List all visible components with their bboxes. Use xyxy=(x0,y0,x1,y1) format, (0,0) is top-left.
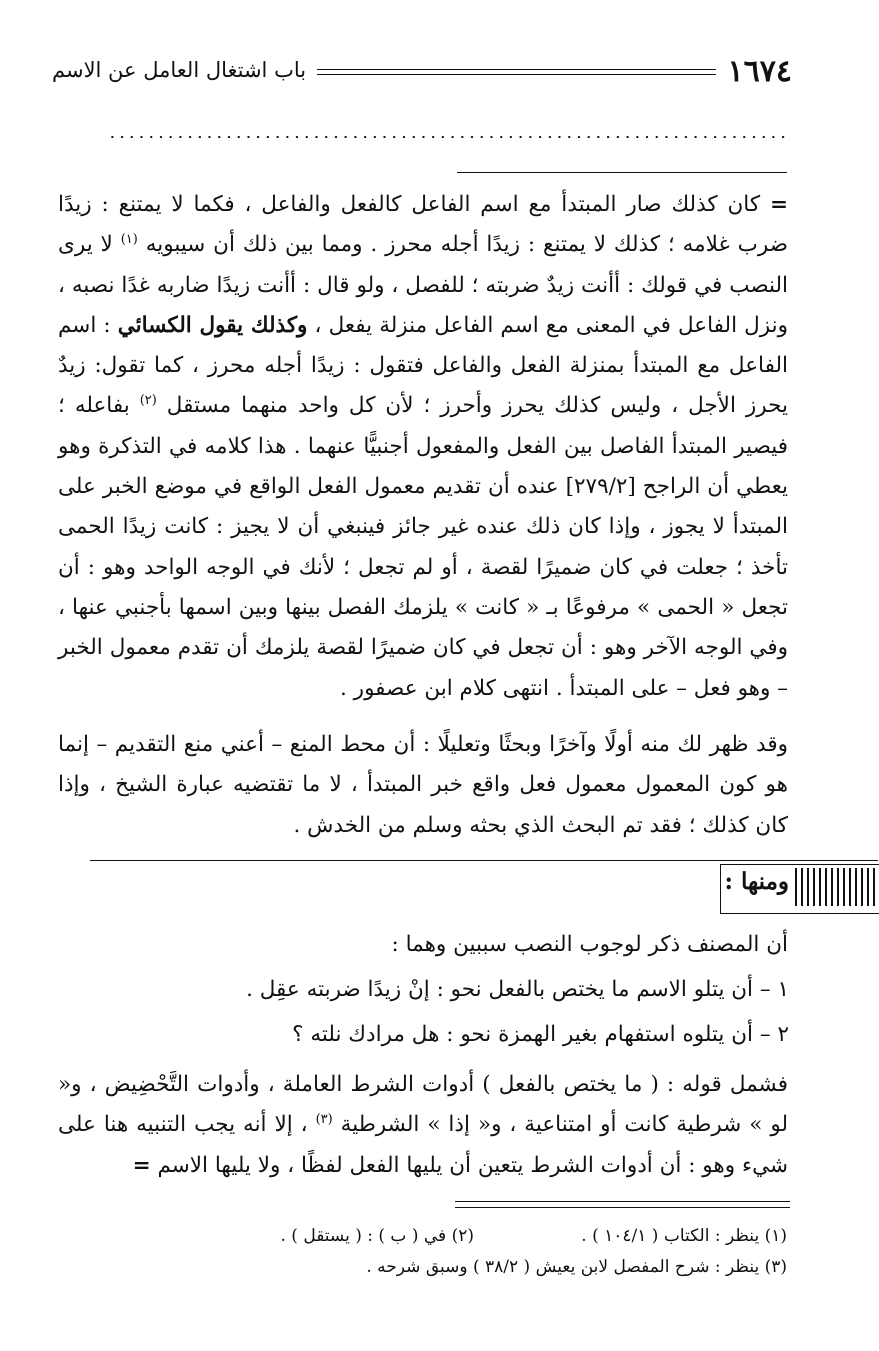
footnote-ref-1: (١) xyxy=(120,232,138,248)
paragraph-3: أن المصنف ذكر لوجوب النصب سببين وهما : xyxy=(391,932,788,957)
footnote-1: (١) ينظر : الكتاب ( ١٠٤/١ ) . xyxy=(581,1226,787,1246)
section-ornament xyxy=(795,868,877,906)
footnote-rule xyxy=(455,1201,790,1202)
paragraph-1-text-b: لا يرى النصب في قولك : أأنت زيدٌ ضربته ؛ للفصل ، ولو قال : أأنت زيدًا ضاربه غدًا نصبه ، ونزل الفاعل في المعنى مع اسم الفاعل منزلة يفعل ، xyxy=(58,232,789,338)
header-rule xyxy=(317,69,716,70)
paragraph-4-text-b: ، إلا أنه يجب التنبيه هنا على شيء وهو : أن أدوات الشرط يتعين أن يليها الفعل لفظًا ، ولا يليها الاسم xyxy=(58,1112,788,1178)
list-item-2: ٢ – أن يتلوه استفهام بغير الهمزة نحو : هل مرادك نلته ؟ xyxy=(292,1022,789,1047)
footnote-3: (٣) ينظر : شرح المفصل لابن يعيش ( ٣٨/٢ ) وسبق شرحه . xyxy=(366,1257,787,1277)
page-number: ١٦٧٤ xyxy=(727,54,792,89)
continuation-mark-start: = xyxy=(769,192,788,217)
footnote-ref-2: (٢) xyxy=(139,393,157,409)
footnote-2: (٢) في ( ب ) : ( يستقل ) . xyxy=(280,1226,474,1246)
paragraph-4-text-a: فشمل قوله : ( ما يختص بالفعل ) أدوات الشرط العاملة ، وأدوات التَّحْضِيض ، و« لو » شرطية كانت أو امتناعية ، و« إذا » الشرطية xyxy=(58,1072,788,1138)
continuation-mark-end: = xyxy=(132,1152,151,1178)
running-title: باب اشتغال العامل عن الاسم xyxy=(52,58,307,82)
paragraph-1 xyxy=(58,185,788,709)
dotted-separator: ...................................................................... xyxy=(109,122,790,138)
page-header xyxy=(52,48,792,98)
footnote-rule-lower xyxy=(455,1207,790,1208)
paragraph-1-text-a: كان كذلك صار المبتدأ مع اسم الفاعل كالفعل والفاعل ، فكما لا يمتنع : زيدًا ضرب غلامه ؛ كذلك لا يمتنع : زيدًا أجله محرز . ومما بين ذلك أن سيبويه xyxy=(58,192,788,258)
section-heading: ومنها : xyxy=(724,868,789,895)
text-top-rule xyxy=(457,172,787,173)
header-rule-lower xyxy=(317,74,716,75)
list-item-1: ١ – أن يتلو الاسم ما يختص بالفعل نحو : إنْ زيدًا ضربته عقِل . xyxy=(246,977,789,1002)
section-top-rule xyxy=(90,860,878,861)
paragraph-1-text-d: بفاعله ؛ فيصير المبتدأ الفاصل بين الفعل والمفعول أجنبيًّا عنهما . هذا كلامه في التذكرة وهو يعطي أن الراجح [٢٧٩/٢] عنده أن تقديم معمول الفعل الواقع في موضع الخبر على المبتدأ لا يجوز ، وإذا كان ذلك عنده غير جائز فينبغي أن لا يجيز : كانت زيدًا الحمى تأخذ ؛ جعلت في كان ضميرًا لقصة ، أو لم تجعل ؛ لأنك في الوجه الواحد وهو : أن تجعل « الحمى » مرفوعًا بـ « كانت » يلزمك الفصل بينها وبين اسمها بأجنبي عنها ، وفي الوجه الآخر وهو : أن تجعل في كان ضميرًا لقصة يلزمك أن تقدم معمول الخبر – وهو فعل – على المبتدأ . انتهى كلام ابن عصفور . xyxy=(58,393,788,701)
footnote-ref-3: (٣) xyxy=(315,1112,333,1128)
paragraph-1-text-c: : اسم الفاعل مع المبتدأ بمنزلة الفعل والفاعل فتقول : زيدًا أجله محرز ، كما تقول: زيدٌ يحرز الأجل ، وليس كذلك يحرز وأحرز ؛ لأن كل واحد منهما مستقل xyxy=(58,312,789,419)
paragraph-4 xyxy=(58,1065,788,1186)
paragraph-2: وقد ظهر لك منه أولًا وآخرًا وبحثًا وتعليلًا : أن محط المنع – أعني منع التقديم – إنما هو كون المعمول معمول فعل واقع خبر المبتدأ ، لا ما تقتضيه عبارة الشيخ ، وإذا كان كذلك ؛ فقد تم البحث الذي بحثه وسلم من الخدش . xyxy=(58,732,788,838)
bold-phrase: وكذلك يقول الكسائي xyxy=(117,312,308,338)
